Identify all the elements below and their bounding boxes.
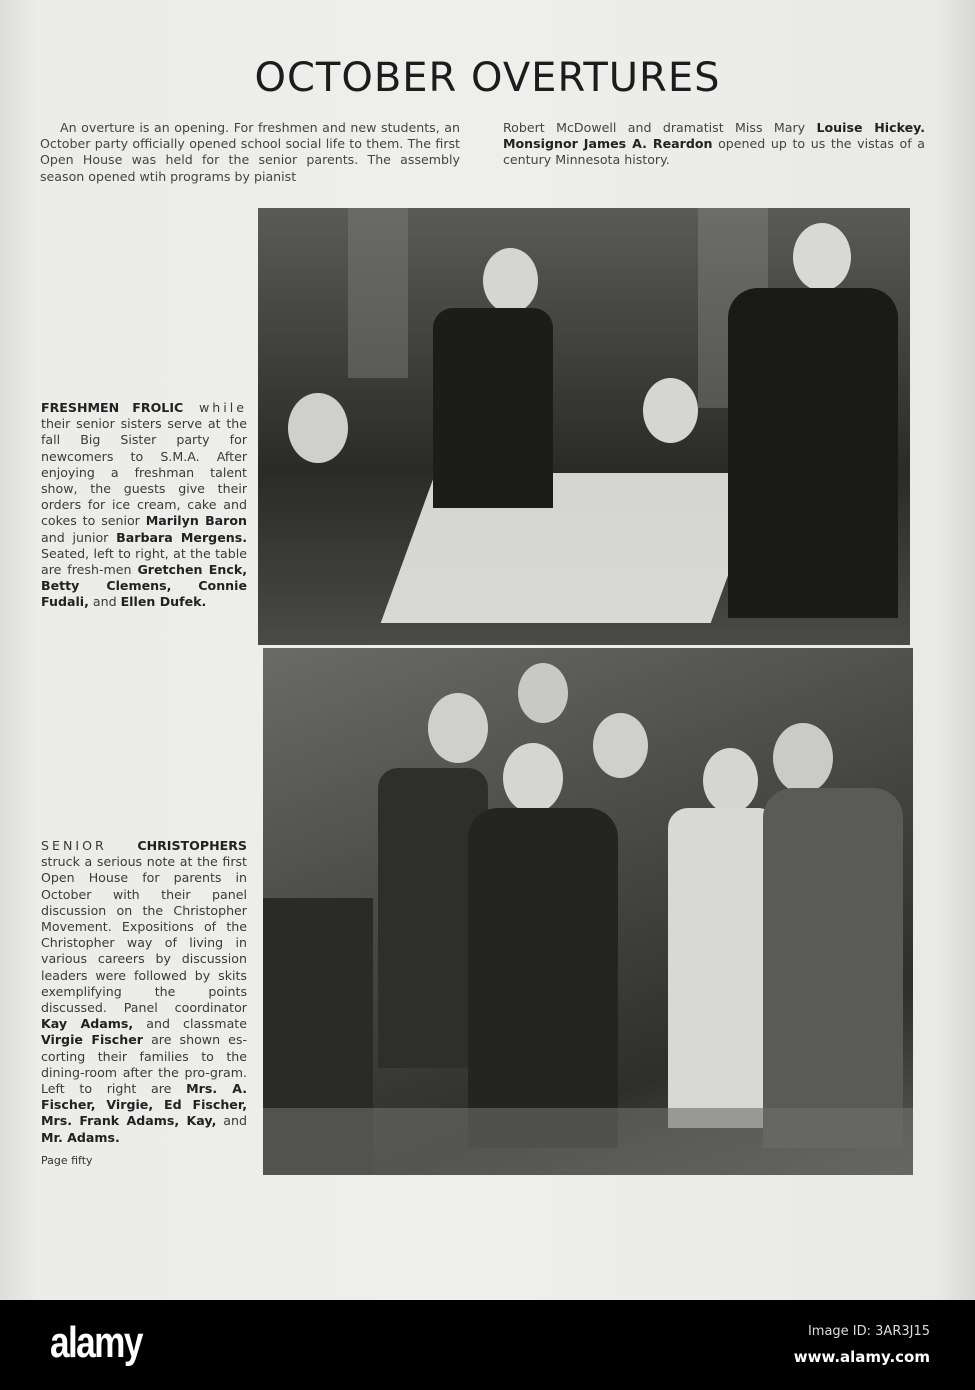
bold-name-run: Mrs. A. Fischer, Virgie, Ed Fischer, Mrs. Frank Adams, Kay,: [41, 1081, 247, 1129]
bold-name-run: Ellen Dufek.: [120, 594, 207, 610]
bold-name-run: Gretchen Enck, Betty Clemens, Connie Fudali,: [41, 562, 248, 610]
photo-freshmen-frolic: [258, 208, 910, 645]
site-url[interactable]: www.alamy.com: [793, 1348, 930, 1366]
bold-name-run: Kay Adams,: [41, 1016, 134, 1032]
alamy-logo: alamy: [50, 1318, 142, 1367]
bold-name-run: Louise Hickey. Monsignor James A. Reardon: [503, 120, 925, 152]
text-run: and junior: [41, 529, 117, 545]
text-run: are shown es-corting their families to the dining-room after the pro-gram. Left to right are: [41, 1032, 247, 1097]
bold-name-run: Barbara Mergens.: [116, 529, 247, 545]
photo-senior-christophers: [263, 648, 913, 1175]
text-run: and: [88, 594, 121, 610]
intro-text-left: [40, 120, 460, 185]
text-run: their senior sisters serve at the fall Big Sister party for newcomers to S.M.A. After enjoying a freshman talent show, the guests give their orders for ice cream, cake and cokes to senior: [41, 416, 247, 529]
text-run: An overture is an opening. For freshmen and new students, an October party officially opened school social life to them. The first Open House was held for the senior parents. The assembly season opened wtih programs by pianist: [40, 120, 460, 184]
bold-name-run: Marilyn Baron: [145, 513, 247, 529]
text-run: and: [216, 1113, 248, 1129]
image-id: Image ID: 3AR3J15: [807, 1324, 930, 1339]
intro-text-right: [503, 120, 925, 169]
page-number: Page fifty: [41, 1153, 93, 1167]
caption-senior-christophers: [41, 838, 247, 1146]
caption-column-top: [41, 400, 247, 611]
bold-name-run: CHRISTOPHERS: [106, 838, 247, 853]
bold-name-run: Mr. Adams.: [41, 1129, 120, 1145]
text-run: opened up to us the vistas of a century Minnesota history.: [503, 136, 925, 168]
bold-name-run: Virgie Fischer: [41, 1032, 143, 1048]
caption-column-bottom: [41, 838, 247, 1168]
text-run: Robert McDowell and dramatist Miss Mary: [503, 120, 817, 135]
text-run: Seated, left to right, at the table are fresh-men: [41, 545, 247, 578]
text-run: struck a serious note at the first Open House for parents in October with their panel discussion on the Christopher Movement. Expositions of the Christopher way of living in various careers by discussion leaders were followed by skits exemplifying the points discussed. Panel coordinator: [41, 854, 247, 1016]
text-run: and classmate: [133, 1016, 247, 1032]
text-run: while: [183, 400, 247, 415]
caption-freshmen-frolic: [41, 400, 247, 611]
page-title: OCTOBER OVERTURES: [254, 55, 721, 101]
watermark-footer: [0, 1300, 975, 1390]
text-run: SENIOR: [41, 838, 107, 853]
bold-name-run: FRESHMEN FROLIC: [41, 400, 184, 415]
